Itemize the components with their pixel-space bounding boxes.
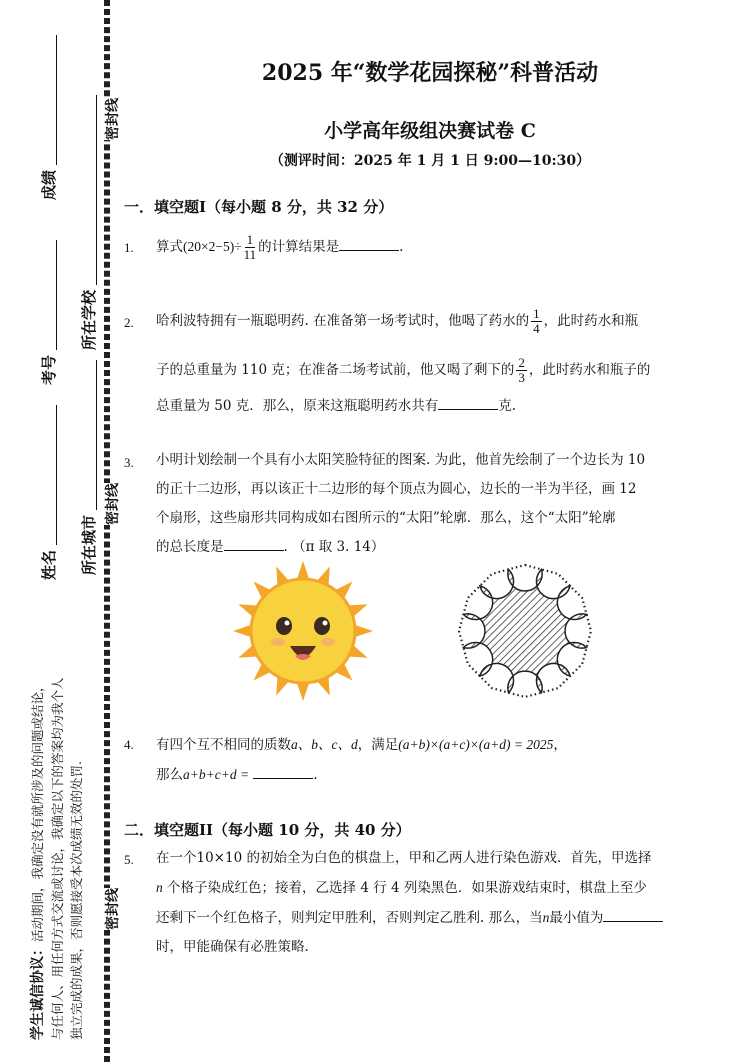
q4-number: 4.: [124, 737, 134, 752]
q2-fraction-1: $\frac{1}{4}$: [533, 306, 540, 336]
smiling-sun-illustration: [232, 560, 374, 702]
seal-line-label-top: 密封线: [100, 98, 124, 140]
q2-number: 2.: [124, 315, 134, 330]
section-1-title: 一．填空题I（每小题 8 分，共 32 分）: [124, 198, 394, 216]
q5-number: 5.: [124, 852, 134, 867]
city-field[interactable]: [78, 360, 99, 575]
left-eye: [276, 617, 292, 635]
seal-line-label-bottom: 密封线: [100, 888, 124, 930]
score-label: 成绩: [40, 169, 58, 200]
q2-fraction-2: $\frac{2}{3}$: [518, 355, 525, 385]
school-field[interactable]: [78, 95, 99, 350]
exam-no-line[interactable]: [42, 240, 57, 350]
q1-fraction: $\frac{1}{11}$: [243, 232, 257, 262]
exam-no-field[interactable]: [38, 240, 59, 385]
school-line[interactable]: [82, 95, 97, 285]
score-line[interactable]: [42, 35, 57, 165]
name-line[interactable]: [42, 405, 57, 545]
q1-answer-blank[interactable]: [339, 238, 399, 251]
sun-face: [251, 579, 355, 683]
question-4: 有四个互不相同的质数a、b、c、d，满足(a+b)×(a+c)×(a+d) = 2025， 那么a+b+c+d = .: [156, 737, 567, 783]
sun-outline-arcs: [463, 569, 586, 692]
q3-answer-blank[interactable]: [224, 538, 284, 551]
q3-number: 3.: [124, 455, 134, 470]
q4-variables: a、b、c、d: [291, 737, 358, 752]
integrity-agreement: [28, 570, 86, 1040]
q4-answer-blank[interactable]: [253, 766, 313, 779]
question-5: 在一个10×10 的初始全为白色的棋盘上，甲和乙两人进行染色游戏．首先，甲选择 n 个格子染成红色；接着，乙选择 4 行 4 列染黑色．如果游戏结束时，棋盘上至少 还剩下一个红色格子，则判定甲胜利，否则判定乙胜利. 那么，当n最小值为 时，甲能确保有必胜策略.: [156, 844, 706, 962]
sun-outline-figure: [450, 562, 600, 700]
q1-expression: (20×2−5)÷: [183, 239, 242, 254]
name-label: 姓名: [40, 549, 58, 580]
city-line[interactable]: [82, 360, 97, 510]
seal-line-label-middle: 密封线: [100, 483, 124, 525]
agreement-line-1: 活动期间，我确定没有就所涉及的问题或结论，: [30, 679, 45, 942]
school-label: 所在学校: [80, 289, 98, 350]
section-2-title: 二．填空题II（每小题 10 分，共 40 分）: [124, 821, 411, 839]
question-2: 哈利波特拥有一瓶聪明药. 在准备第一场考试时，他喝了药水的 $\frac{1}{4}$ ，此时药水和瓶 子的总重量为 110 克；在准备二场考试前，他又喝了剩下的 $\frac{2}{3}$ ，此时药水和瓶子的 总重量为 50 克．那么，原来这瓶聪明药水共有 克.: [156, 306, 651, 414]
page-subtitle: 小学高年级组决赛试卷 C: [324, 120, 536, 142]
city-label: 所在城市: [80, 514, 98, 575]
q4-equation: (a+b)×(a+c)×(a+d) = 2025: [398, 737, 554, 752]
exam-no-label: 考号: [40, 354, 58, 385]
agreement-line-3: 独立完成的成果，否则愿接受本次成绩无效的处罚.: [69, 761, 84, 1040]
agreement-line-2: 与任何人、用任何方式交流或讨论，我确定以下的答案均为我个人: [50, 677, 65, 1040]
q1-suffix: 的计算结果是: [258, 239, 340, 255]
question-3: 小明计划绘制一个具有小太阳笑脸特征的图案. 为此，他首先绘制了一个边长为 10 的正十二边形，再以该正十二边形的每个顶点为圆心，边长的一半为半径，画 12 个扇形，这些扇形共同构成如右图所示的“太阳”轮廓．那么，这个“太阳”轮廓 的总长度是 . （π 取 3. 14）: [156, 452, 646, 555]
agreement-title: 学生诚信协议：: [30, 942, 46, 1040]
right-eye: [314, 617, 330, 635]
q5-answer-blank[interactable]: [603, 909, 663, 922]
q1-prefix: 算式: [156, 239, 183, 255]
q1-number: 1.: [124, 240, 134, 255]
exam-time: （测评时间：2025 年 1 月 1 日 9:00—10:30）: [269, 153, 591, 169]
page-title: 2025 年“数学花园探秘”科普活动: [261, 60, 599, 86]
question-1: 算式(20×2−5)÷ $\frac{1}{11}$ 的计算结果是 .: [156, 232, 404, 262]
left-cheek: [271, 638, 285, 646]
right-cheek: [321, 638, 335, 646]
q2-answer-blank[interactable]: [438, 397, 498, 410]
score-field[interactable]: [38, 35, 59, 200]
q4-sum-expression: a+b+c+d =: [183, 767, 250, 782]
name-field[interactable]: [38, 405, 59, 580]
